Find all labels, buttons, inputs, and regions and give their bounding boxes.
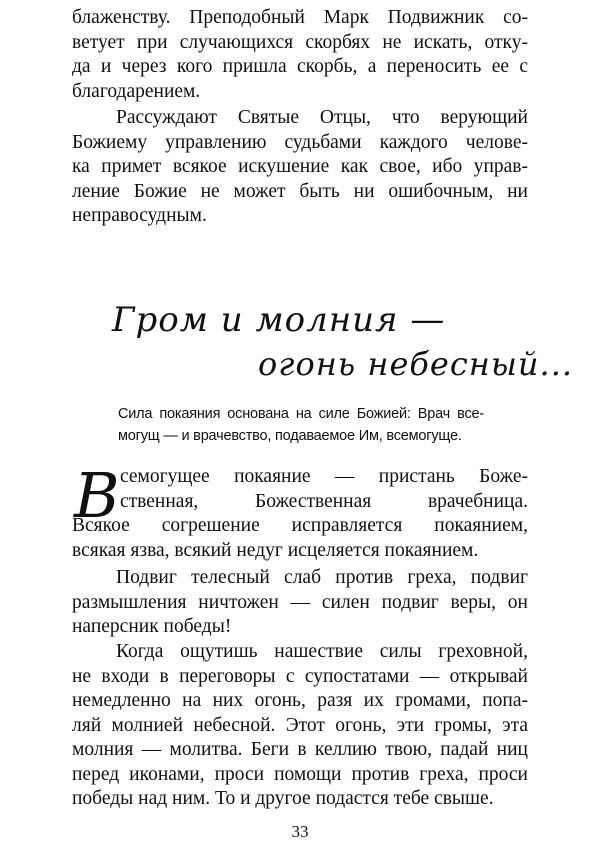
text-line: перед иконами, проси помощи против греха, проси: [72, 763, 528, 785]
text-line: ляй молнией небесной. Этот огонь, эти громы, эта: [72, 714, 528, 736]
text-line: блаженству. Преподобный Марк Подвижник со-: [72, 7, 528, 28]
text-line: размышления ничтожен — силен подвиг веры, он: [72, 591, 528, 613]
paragraph-1: [72, 6, 528, 104]
text-line: Подвиг телесный слаб против греха, подвиг: [116, 567, 528, 588]
section-heading-line-1: Гром и молния —: [112, 300, 446, 340]
text-line: молния — молитва. Беги в келлию твою, падай ниц: [72, 739, 528, 760]
text-line: наперсник победы!: [72, 616, 232, 637]
text-line: да и через кого пришла скорбь, а переносить ее с: [72, 56, 528, 77]
section-heading-line-2: огонь небесный...: [258, 345, 574, 383]
text-line: победы над ним. То и другое подастся тебе свыше.: [72, 788, 494, 809]
text-line: всякая язва, всякий недуг исцеляется покаянием.: [72, 539, 479, 561]
epigraph: [118, 403, 484, 447]
text-line: не входи в переговоры с супостатами — открывай: [72, 665, 528, 687]
epigraph-line: могущ — и врачевство, подаваемое Им, всемогуще.: [118, 428, 462, 444]
text-line: неправосудным.: [72, 205, 207, 226]
drop-cap: В: [74, 459, 120, 532]
text-line: ление Божие не может быть ни ошибочным, ни: [72, 180, 528, 202]
text-line: Божиему управлению судьбами каждого челове-: [72, 131, 528, 153]
paragraph-2: [72, 106, 528, 229]
page-number: 33: [291, 822, 309, 841]
text-line: Всякое согрешение исправляется покаянием,: [72, 515, 528, 536]
text-line: Когда ощутишь нашествие силы греховной,: [116, 641, 528, 662]
text-line: ветует при случающихся скорбях не искать, отку-: [72, 31, 528, 53]
text-line: благодарением.: [72, 80, 201, 102]
paragraph-4: [72, 566, 528, 640]
text-line: ственная, Божественная врачебница.: [120, 490, 528, 512]
text-line: немедленно на них огонь, разя их громами, попа-: [72, 690, 528, 711]
text-line: семогущее покаяние — пристань Боже-: [120, 466, 528, 487]
text-line: Рассуждают Святые Отцы, что верующий: [116, 107, 528, 128]
paragraph-5: [72, 640, 528, 812]
paragraph-3: [72, 459, 528, 563]
epigraph-line: Сила покаяния основана на силе Божией: Врач все-: [118, 406, 484, 422]
text-line: ка примет всякое искушение как свое, ибо управ-: [72, 156, 528, 177]
